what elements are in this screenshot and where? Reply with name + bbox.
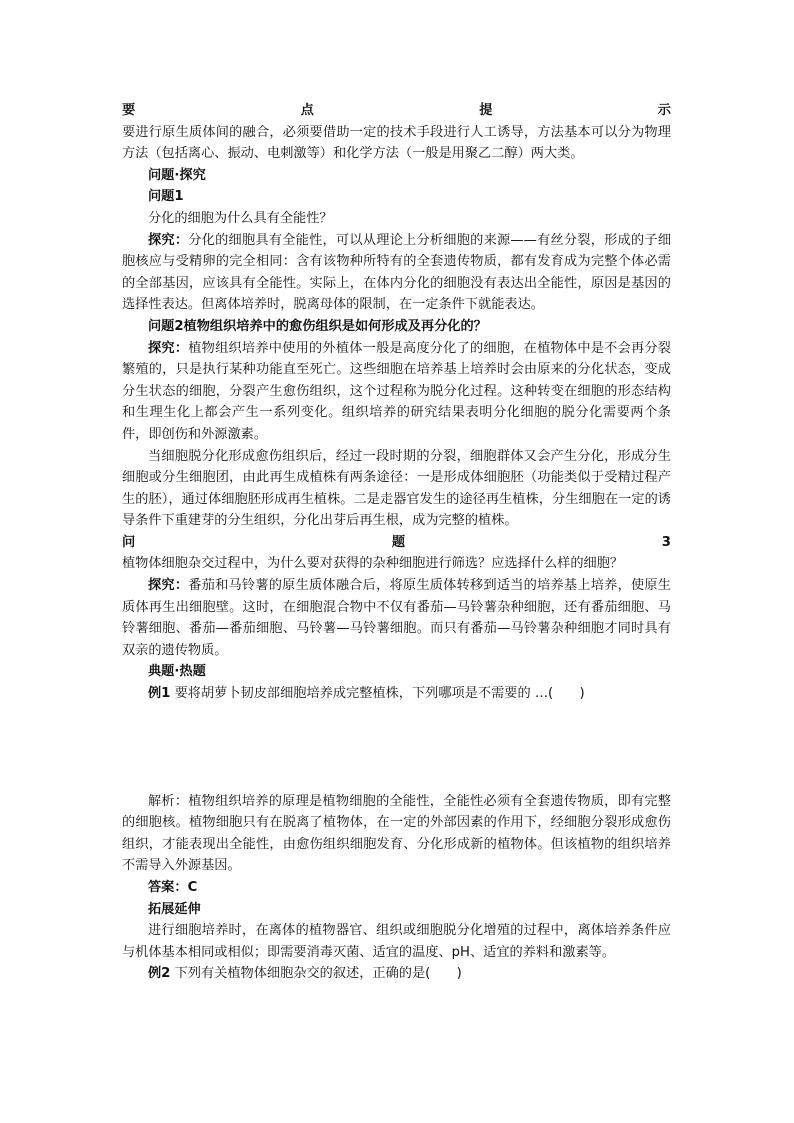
answer-value: C: [187, 880, 198, 895]
question-3-answer-text: 番茄和马铃薯的原生质体融合后，将原生质体转移到适当的培养基上培养，使原生质体再生出细胞壁。这时，在细胞混合物中不仅有番茄—马铃薯杂种细胞，还有番茄细胞、马铃薯细胞、番茄—番茄细胞、马铃薯—马铃薯细胞。而只有番茄—马铃薯杂种细胞才同时具有双亲的遗传物质。: [122, 578, 671, 658]
section-title-tuozhan: 拓展延伸: [148, 901, 201, 917]
analysis-text: 植物组织培养的原理是植物细胞的全能性，全能性必须有全套遗传物质，即有完整的细胞核。植物细胞只有在脱离了植物体，在一定的外部因素的作用下，经细胞分裂形成愈伤组织，才能表现出全能性，由愈伤组织细胞发育、分化形成新的植物体。但该植物的组织培养不需导入外源基因。: [122, 793, 671, 874]
example-1-label: 例1: [148, 686, 171, 702]
question-2-answer-label: 探究：: [148, 340, 189, 356]
example-2: [122, 963, 671, 985]
question-2-answer-text: 植物组织培养中使用的外植体一般是高度分化了的细胞，在植物体中是不会再分裂繁殖的，只是执行某种功能直至死亡。这些细胞在培养基上培养时会由原来的分化状态，变成分生状态的细胞，分裂产生愈伤组织，这个过程称为脱分化过程。这种转变在细胞的形态结构和生理生化上都会产生一系列变化。组织培养的研究结果表明分化细胞的脱分化需要两个条件，即创伤和外源激素。: [122, 340, 671, 442]
example-1-text: 要将胡萝卜韧皮部细胞培养成完整植株，下列哪项是不需要的 …( ): [174, 686, 585, 702]
example-2-text: 下列有关植物体细胞杂交的叙述，正确的是( ): [174, 966, 462, 982]
question-1-text: 分化的细胞为什么具有全能性？: [148, 210, 333, 226]
question-2-title: 问题2植物组织培养中的愈伤组织是如何形成及再分化的？: [148, 318, 487, 334]
question-3-answer-label: 探究：: [148, 578, 189, 594]
section-title-dianti: 典题·热题: [148, 664, 206, 680]
question-1-answer-label: 探究：: [148, 232, 189, 248]
analysis-paragraph: [122, 791, 671, 877]
analysis-label: 解析：: [148, 793, 189, 809]
extension-paragraph: 进行细胞培养时，在离体的植物器官、组织或细胞脱分化增殖的过程中，离体培养条件应与机体基本相同或相似；即需要消毒灭菌、适宜的温度、pH、适宜的养料和激素等。: [122, 923, 671, 960]
example-1: [122, 683, 671, 705]
question-1-answer-text: 分化的细胞具有全能性，可以从理论上分析细胞的来源——有丝分裂，形成的子细胞核应与受精卵的完全相同：含有该物种所特有的全套遗传物质，都有发育成为完整个体必需的全部基因，应该具有全能性。实际上，在体内分化的细胞没有表达出全能性，原因是基因的选择性表达。但离体培养时，脱离母体的限制，在一定条件下就能表达。: [122, 232, 672, 313]
example-2-label: 例2: [148, 966, 171, 982]
question-3-title: 问题3: [122, 534, 671, 550]
question-1-answer: [122, 230, 671, 316]
question-1-title: 问题1: [148, 189, 184, 205]
section-title-wenti: 问题·探究: [148, 167, 206, 183]
question-3-text: 植物体细胞杂交过程中，为什么要对获得的杂种细胞进行筛选？应选择什么样的细胞？: [122, 556, 624, 572]
answer-label: 答案：: [148, 880, 188, 895]
question-3-answer: [122, 575, 671, 661]
heading-key-points: 要点提示: [122, 103, 671, 118]
document-page: [122, 100, 671, 985]
question-2-answer: [122, 338, 671, 446]
blank-options-area: [122, 705, 671, 791]
intro-paragraph: 要进行原生质体间的融合，必须要借助一定的技术手段进行人工诱导，方法基本可以分为物理方法（包括离心、振动、电刺激等）和化学方法（一般是用聚乙二醇）两大类。: [122, 124, 671, 162]
answer-line: [122, 877, 671, 899]
question-2-paragraph-2: 当细胞脱分化形成愈伤组织后，经过一段时期的分裂，细胞群体又会产生分化，形成分生细胞或分生细胞团，由此再生成植株有两条途径：一是形成体细胞胚（功能类似于受精过程产生的胚），通过体细胞胚形成再生植株。二是走器官发生的途径再生植株，分生细胞在一定的诱导条件下重建芽的分生组织，分化出芽后再生根，成为完整的植株。: [122, 448, 671, 529]
